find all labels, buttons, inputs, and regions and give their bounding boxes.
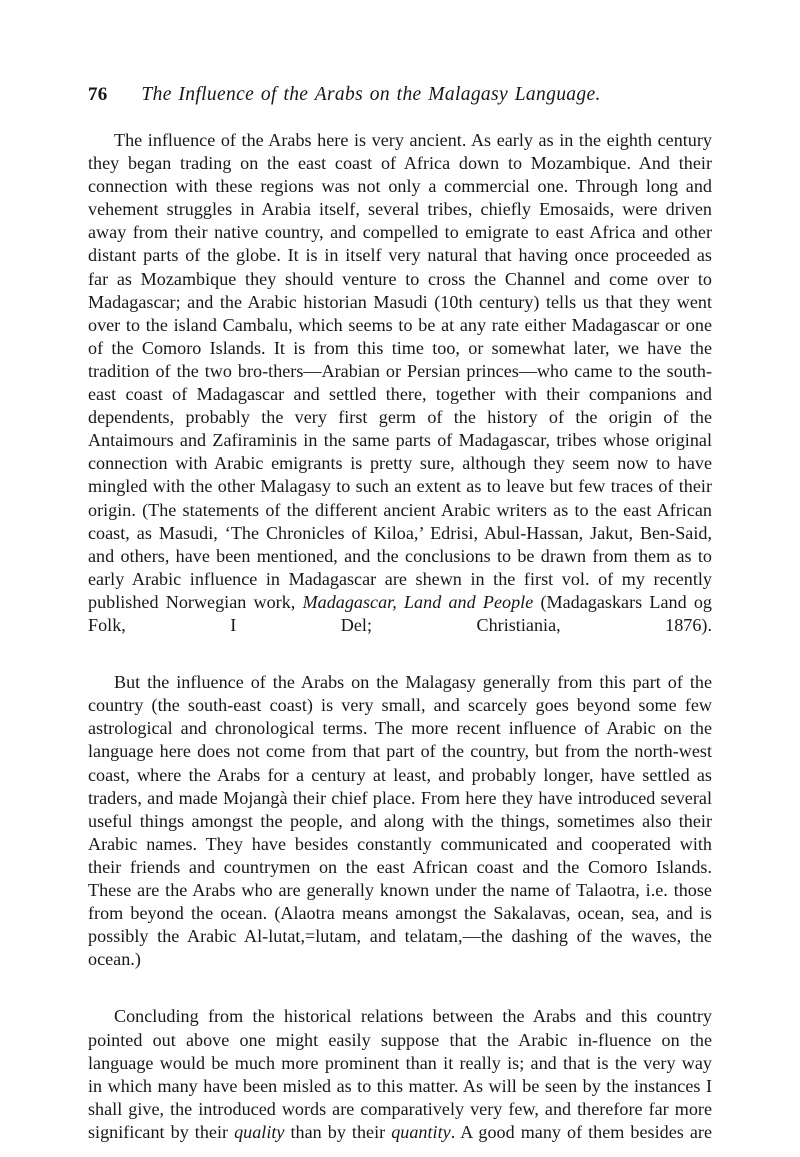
italic-phrase: Madagascar, Land and People — [302, 591, 534, 612]
italic-phrase: quantity — [391, 1121, 451, 1142]
paragraph: The influence of the Arabs here is very ancient. As early as in the eighth century they began trading on the east coast of Africa down to Mozambique. And their connection with these regions was not only a commercial one. Through long and vehement struggles in Arabia itself, several tribes, chiefly Emosaids, were driven away from their native country, and compelled to emigrate to east Africa and other distant parts of the globe. It is in itself very natural that having once proceeded as far as Mozambique they should venture to cross the Channel and come over to Madagascar; and the Arabic historian Masudi (10th century) tells us that they went over to the island Cambalu, which seems to be at any rate either Madagascar or one of the Comoro Islands. It is from this time too, or somewhat later, we have the tradition of the two bro-thers—Arabian or Persian princes—who came to the south-east coast of Madagascar and settled there, together with their companions and dependents, probably the very first germ of the history of the origin of the Antaimours and Zafiraminis in the same parts of Madagascar, tribes whose original connection with Arabic emigrants is pretty sure, although they seem now to have mingled with the other Malagasy to such an extent as to leave but few traces of their origin. (The statements of the different ancient Arabic writers as to the east African coast, as Masudi, ‘The Chronicles of Kiloa,’ Edrisi, Abul-Hassan, Jakut, Ben-Said, and others, have been mentioned, and the conclusions to be drawn from them as to early Arabic influence in Madagascar are shewn in the first vol. of my recently published Norwegian work, Madagascar, Land and People (Madagaskars Land og Folk, I Del; Christiania, 1876). — [88, 130, 712, 635]
running-title: The Influence of the Arabs on the Malagasy Language. — [141, 84, 601, 105]
paragraph: Concluding from the historical relations between the Arabs and this country pointed out above one might easily suppose that the Arabic in-fluence on the language would be much more prominent than it really is; and that is the very way in which many have been misled as to this matter. As will be seen by the instances I shall give, the introduced words are comparatively very few, and therefore far more significant by their quality than by their quantity. A good many of them besides are — [88, 1006, 713, 1142]
paragraph: But the influence of the Arabs on the Malagasy generally from this part of the country (the south-east coast) is very small, and scarcely goes beyond some few astrological and chronological terms. The more recent influence of Arabic on the language here does not come from that part of the country, but from the north-west coast, where the Arabs for a century at least, and probably longer, have settled as traders, and made Mojangà their chief place. From here they have introduced several useful things amongst the people, and along with the things, sometimes also their Arabic names. They have besides constantly communicated and cooperated with their friends and countrymen on the east African coast and the Comoro Islands. These are the Arabs who are generally known under the name of Talaotra, i.e. those from beyond the ocean. (Alaotra means amongst the Sakalavas, ocean, sea, and is possibly the Arabic Al-lutat,=lutam, and telatam,—the dashing of the waves, the ocean.) — [88, 672, 712, 970]
body-text — [88, 129, 712, 1157]
page-number: 76 — [88, 84, 108, 105]
italic-phrase: quality — [234, 1121, 285, 1142]
running-head — [88, 84, 712, 110]
